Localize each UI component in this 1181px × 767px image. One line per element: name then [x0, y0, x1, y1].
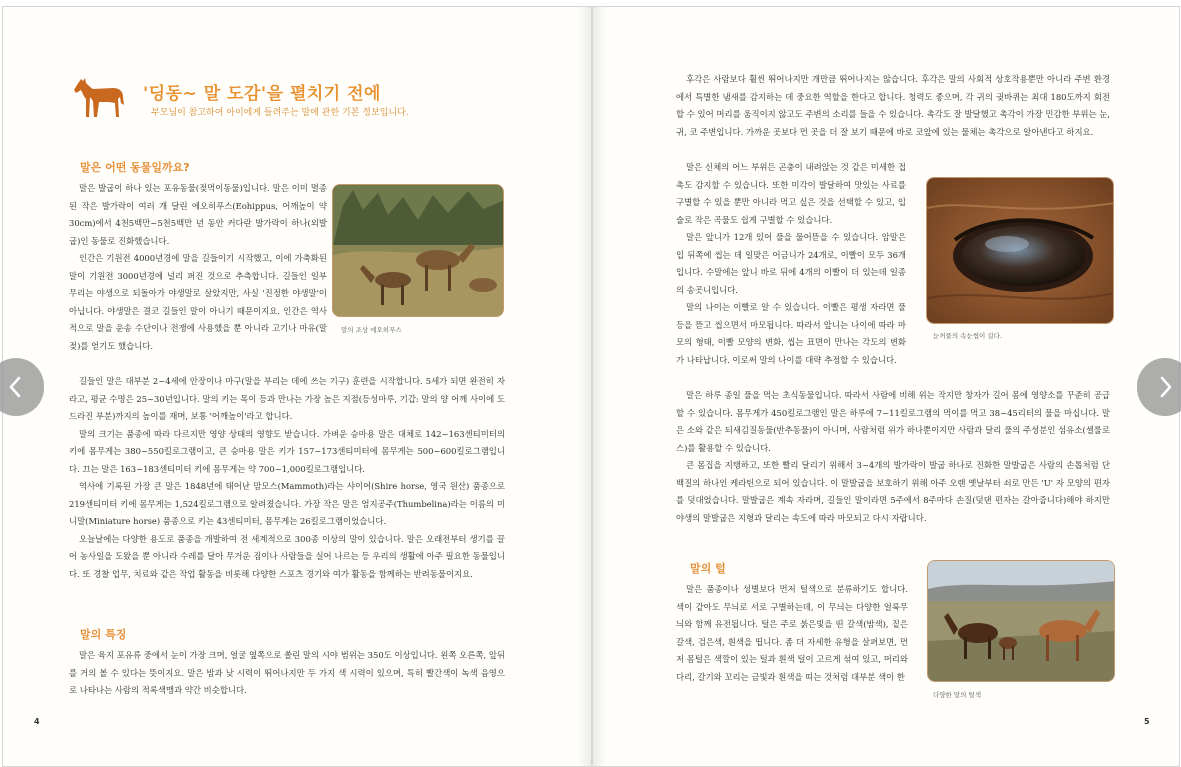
eohippus-image: [333, 185, 504, 317]
paragraph: 말은 앞니가 12개 있어 풀을 물어뜯을 수 있습니다. 암말은 입 뒤쪽에 씹는 데 일맞은 어금니가 24개로, 이빨이 모두 36개입니다. 수말에는 앞니 바로 뒤에 4개의 이빨이 더 있는데 일종의 송곳니입니다.: [676, 232, 906, 295]
paragraph: 말의 나이는 이빨로 알 수 있습니다. 이빨은 평생 자라면 풀 등을 뜯고 씹으면서 마모됩니다. 따라서 앞니는 나이에 따라 마모의 형태, 이빨 모양의 변화, 씹는 표면이 만나는 각도의 변화가 나타납니다. 이로써 말의 나이를 대략 추정할 수 있습니다.: [676, 302, 906, 365]
paragraph: 말은 발굽이 하나 있는 포유동물(젖먹이동물)입니다. 말은 이미 멸종된 작은 발가락이 여러 개 달린 에오히푸스(Eohippus, 어깨높이 약 30cm)에서 4천5백만~5천5백만 년 동안 커다란 발가락이 하나(외발굽)인 동물로 진화했습니다.: [69, 183, 327, 246]
horses-coat-photo: [927, 560, 1115, 682]
section1-paragraphs-wide: [69, 373, 505, 583]
figure-caption-eohippus: 말의 조상 에오히푸스: [341, 326, 402, 334]
paragraph: 말의 크기는 품종에 따라 다르지만 영양 상태의 영향도 받습니다. 가벼운 승마용 말은 대체로 142~163센티미터의 키에 몸무게는 380~550킬로그램이고, 큰 승마용 말은 키가 157~173센티미터에 몸무게는 500~600킬로그램입니다. 끄는 말은 163~183센티미터 키에 몸무게는 약 700~1,000킬로그램입니다.: [69, 428, 505, 474]
horse-silhouette-icon: [71, 75, 127, 119]
right-mid-paragraphs: [676, 159, 906, 369]
page-subtitle: 부모님이 참고하여 아이에게 들려주는 말에 관한 기본 정보입니다.: [151, 108, 409, 118]
paragraph: 인간은 기원전 4000년경에 말을 길들이기 시작했고, 이에 가축화된 말이 기원전 3000년경에 널리 퍼진 것으로 추측합니다. 길들인 일부 무리는 야생으로 되돌아가 야생말로 살았지만, 사실 '진정한 야생말'이 아닙니다. 야생말은 결코 길들인 말이 아니기 때문이지요. 인간은 역사적으로 말을 운송 수단이나 전쟁에 사용했을 뿐 아니라 고기나 마유(말 젖)를 얻기도 했습니다.: [69, 253, 327, 351]
paragraph: 길들인 말은 대부분 2~4세에 안장이나 마구(말을 부리는 데에 쓰는 기구) 훈련을 시작합니다. 5세가 되면 완전히 자라고, 평균 수명은 25~30년입니다. 말의 키는 목이 등과 만나는 가장 높은 지점(등성마루, 기갑: 말의 양 어깨 사이에 도드라진 부분)까지의 높이를 재며, 보통 '어깨높이'라고 합니다.: [69, 376, 505, 421]
paragraph: 큰 몸집을 지탱하고, 또한 빨리 달리기 위해서 3~4개의 발가락이 발굽 하나로 진화한 말발굽은 사람의 손톱처럼 단백질의 하나인 케라틴으로 되어 있습니다. 이 말발굽을 보호하기 위해 아주 오랜 옛날부터 쇠로 만든 'U' 자 모양의 편자를 덧대었습니다. 말발굽은 계속 자라며, 길들인 말이라면 5주에서 8주마다 손질(덧댄 편자는 갈아줍니다)해야 하지만 야생의 말발굽은 지형과 달리는 속도에 따라 마모되고 다시 자랍니다.: [676, 460, 1110, 523]
section1-paragraphs-narrow: [69, 180, 327, 355]
left-page: [2, 6, 592, 767]
horse-eye-image: [927, 178, 1114, 324]
horses-field-image: [928, 561, 1115, 682]
paragraph: 후각은 사람보다 훨씬 뛰어나지만 개만큼 뛰어나지는 않습니다. 후각은 말의 사회적 상호작용뿐만 아니라 주변 환경에서 특별한 냄새를 감지하는 데 중요한 역할을 한다고 합니다. 청력도 좋으며, 각 귀의 귓바퀴는 최대 180도까지 회전할 수 있어 머리를 움직이지 않고도 주변의 소리를 들을 수 있습니다. 촉각도 잘 발달했고 촉각이 가장 민감한 부위는 눈, 귀, 코 주변입니다. 가까운 곳보다 먼 곳을 더 잘 보기 때문에 바로 코앞에 있는 물체는 촉각으로 알아낸다고 하지요.: [676, 74, 1110, 137]
paragraph: 말은 신체의 어느 부위든 곤충이 내려앉는 것 같은 미세한 접촉도 감지할 수 있습니다. 또한 미각이 발달하여 맛있는 사료를 구별할 수 있을 뿐만 아니라 먹고 싶은 것을 선택할 수 있고, 입술로 작은 곡물도 쉽게 구별할 수 있습니다.: [676, 162, 906, 225]
right-page: [592, 6, 1180, 767]
chevron-left-icon: [6, 374, 26, 400]
right-bottom-paragraphs: [676, 387, 1110, 527]
paragraph: 말은 육지 포유류 중에서 눈이 가장 크며, 얼굴 옆쪽으로 쏠린 말의 시야 범위는 350도 이상입니다. 왼쪽 오른쪽, 앞뒤를 거의 볼 수 있다는 뜻이지요. 말은 밤과 낮 시력이 뛰어나지만 두 가지 색 시력이 있으며, 특히 빨간색이 녹색 음영으로 나타나는 사람의 적록색맹과 약간 비슷합니다.: [69, 650, 505, 695]
paragraph: 말은 하루 종일 풀을 먹는 초식동물입니다. 따라서 사람에 비해 위는 작지만 창자가 길어 몸에 영양소를 꾸준히 공급할 수 있습니다. 몸무게가 450킬로그램인 말은 하루에 7~11킬로그램의 먹이를 먹고 38~45리터의 물을 마십니다. 말은 소와 같은 되새김질동물(반추동물)이 아니며, 사람처럼 위가 하나뿐이지만 사람과 달리 풀의 주성분인 섬유소(셀룰로스)를 활용할 수 있습니다.: [676, 390, 1110, 453]
section-heading-features: 말의 특징: [80, 628, 127, 641]
page-number-left: 4: [34, 717, 40, 726]
paragraph: 역사에 기록된 가장 큰 말은 1848년에 태어난 맘모스(Mammoth)라는 샤이어(Shire horse, 영국 원산) 품종으로 219센티미터 키에 몸무게는 1,524킬로그램으로 알려졌습니다. 가장 작은 말은 엄지공주(Thumbelina)라는 이름의 미니말(Miniature horse) 품종으로 키는 43센티미터, 몸무게는 26킬로그램이었습니다.: [69, 481, 505, 526]
horse-eye-photo: [926, 177, 1114, 324]
section-heading-what-animal: 말은 어떤 동물일까요?: [80, 161, 190, 174]
figure-caption-coat-colors: 다양한 말의 털색: [933, 691, 982, 699]
page-number-right: 5: [1144, 717, 1150, 726]
paragraph: 말은 품종이나 성별보다 먼저 털색으로 분류하기도 합니다. 색이 같아도 무늬로 서로 구별하는데, 이 무늬는 다양한 얼룩무늬와 함께 유전됩니다. 털은 주로 붉은빛을 띤 갈색(밤색), 짙은 갈색, 검은색, 흰색을 띱니다. 좀 더 자세한 유형을 살펴보면, 먼저 몸털은 색깔이 있는 털과 흰색 털이 고르게 섞여 있고, 머리와 다리, 갈기와 꼬리는 금빛과 흰색을 띠는 것처럼 대부분 색이 한: [676, 584, 908, 682]
right-top-paragraphs: [676, 71, 1110, 141]
page-title: '딩동~ 말 도감'을 펼치기 전에: [143, 84, 381, 104]
eohippus-illustration: [332, 184, 504, 317]
section3-paragraphs: [676, 581, 908, 686]
section-heading-coat: 말의 털: [690, 562, 726, 575]
paragraph: 오늘날에는 다양한 용도로 품종을 개발하여 전 세계적으로 300종 이상의 말이 있습니다. 말은 오래전부터 생기를 끌어 농사일을 도왔을 뿐 아니라 수레를 달아 무거운 짐이나 사람들을 실어 나르는 등 우리의 생활에 아주 필요한 동물입니다. 또 경찰 업무, 치료와 같은 작업 활동을 비롯해 다양한 스포츠 경기와 여가 활동을 함께하는 반려동물이지요.: [69, 533, 505, 579]
chevron-right-icon: [1155, 374, 1175, 400]
section2-paragraphs: [69, 647, 505, 700]
figure-caption-eyelash: 눈꺼풀의 속눈썹이 길다.: [933, 332, 1002, 340]
